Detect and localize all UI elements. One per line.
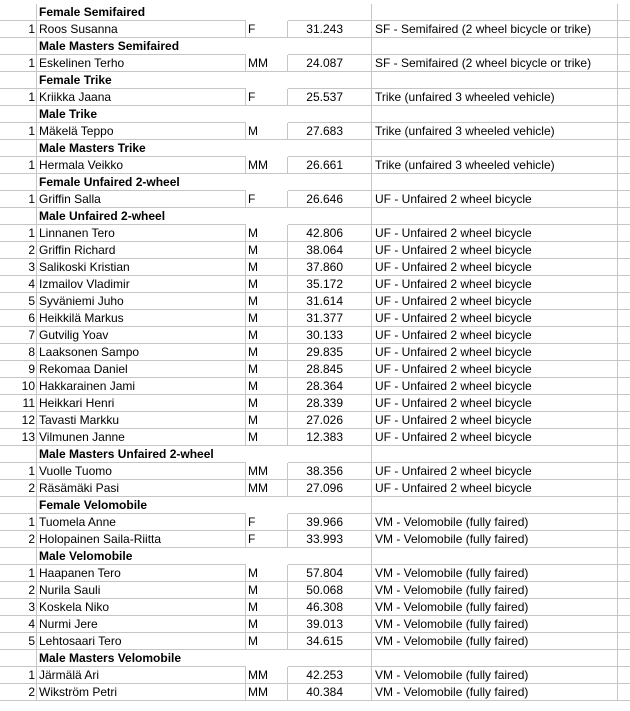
rank-cell[interactable]: 2: [0, 242, 37, 259]
rank-cell[interactable]: 1: [0, 55, 37, 72]
rider-name-cell[interactable]: Tavasti Markku: [37, 412, 246, 429]
result-cell[interactable]: [288, 38, 372, 55]
table-row: [0, 327, 630, 344]
category-cell[interactable]: Trike (unfaired 3 wheeled vehicle): [372, 157, 618, 174]
category-cell[interactable]: UF - Unfaired 2 wheel bicycle: [372, 310, 618, 327]
rider-name-cell[interactable]: Nurmi Jere: [37, 616, 246, 633]
category-cell[interactable]: UF - Unfaired 2 wheel bicycle: [372, 378, 618, 395]
rank-cell[interactable]: 1: [0, 21, 37, 38]
rank-cell[interactable]: [0, 497, 37, 514]
category-cell[interactable]: VM - Velomobile (fully faired): [372, 667, 618, 684]
result-cell[interactable]: 34.615: [288, 633, 372, 650]
rider-name-cell[interactable]: Nurila Sauli: [37, 582, 246, 599]
class-cell[interactable]: M: [246, 123, 288, 140]
result-cell[interactable]: 42.253: [288, 667, 372, 684]
result-cell[interactable]: 12.383: [288, 429, 372, 446]
rank-cell[interactable]: 1: [0, 157, 37, 174]
table-row: [0, 599, 630, 616]
empty-cell[interactable]: [618, 378, 630, 395]
category-cell[interactable]: VM - Velomobile (fully faired): [372, 531, 618, 548]
result-cell[interactable]: 24.087: [288, 55, 372, 72]
rank-cell[interactable]: 4: [0, 276, 37, 293]
section-title[interactable]: Male Masters Unfaired 2-wheel: [37, 446, 246, 463]
rider-name-cell[interactable]: Lehtosaari Tero: [37, 633, 246, 650]
rider-name-cell[interactable]: Heikkari Henri: [37, 395, 246, 412]
rider-name-cell[interactable]: Holopainen Saila-Riitta: [37, 531, 246, 548]
result-cell[interactable]: 50.068: [288, 582, 372, 599]
table-row: [0, 480, 630, 497]
section-title[interactable]: Male Trike: [37, 106, 246, 123]
empty-cell[interactable]: [618, 72, 630, 89]
section-header-row: [0, 497, 630, 514]
category-cell[interactable]: [372, 497, 618, 514]
result-cell[interactable]: 46.308: [288, 599, 372, 616]
result-cell[interactable]: [288, 174, 372, 191]
empty-cell[interactable]: [618, 395, 630, 412]
category-cell[interactable]: [372, 208, 618, 225]
empty-cell[interactable]: [618, 480, 630, 497]
table-row: [0, 633, 630, 650]
result-cell[interactable]: 31.614: [288, 293, 372, 310]
category-cell[interactable]: VM - Velomobile (fully faired): [372, 684, 618, 701]
result-cell[interactable]: 26.661: [288, 157, 372, 174]
rider-name-cell[interactable]: Gutvilig Yoav: [37, 327, 246, 344]
section-header-row: [0, 72, 630, 89]
rank-cell[interactable]: 4: [0, 616, 37, 633]
result-cell[interactable]: 42.806: [288, 225, 372, 242]
table-row: [0, 361, 630, 378]
category-cell[interactable]: [372, 4, 618, 21]
category-cell[interactable]: [372, 174, 618, 191]
rank-cell[interactable]: 1: [0, 463, 37, 480]
result-cell[interactable]: 37.860: [288, 259, 372, 276]
rider-name-cell[interactable]: Hermala Veikko: [37, 157, 246, 174]
class-cell[interactable]: MM: [246, 157, 288, 174]
empty-cell[interactable]: [618, 514, 630, 531]
table-row: [0, 395, 630, 412]
category-cell[interactable]: [372, 548, 618, 565]
section-header-row: [0, 650, 630, 667]
class-cell[interactable]: M: [246, 276, 288, 293]
empty-cell[interactable]: [618, 4, 630, 21]
category-cell[interactable]: UF - Unfaired 2 wheel bicycle: [372, 276, 618, 293]
table-row: [0, 157, 630, 174]
result-cell[interactable]: 28.845: [288, 361, 372, 378]
section-title[interactable]: Female Unfaired 2-wheel: [37, 174, 246, 191]
empty-cell[interactable]: [618, 259, 630, 276]
class-cell[interactable]: F: [246, 21, 288, 38]
rider-name-cell[interactable]: Syväniemi Juho: [37, 293, 246, 310]
category-cell[interactable]: VM - Velomobile (fully faired): [372, 633, 618, 650]
rank-cell[interactable]: 1: [0, 667, 37, 684]
class-cell[interactable]: M: [246, 616, 288, 633]
class-cell[interactable]: MM: [246, 55, 288, 72]
table-row: [0, 565, 630, 582]
result-cell[interactable]: 38.064: [288, 242, 372, 259]
empty-cell[interactable]: [618, 89, 630, 106]
category-cell[interactable]: VM - Velomobile (fully faired): [372, 582, 618, 599]
empty-cell[interactable]: [618, 123, 630, 140]
class-cell[interactable]: M: [246, 429, 288, 446]
class-cell[interactable]: M: [246, 378, 288, 395]
empty-cell[interactable]: [618, 38, 630, 55]
empty-cell[interactable]: [618, 208, 630, 225]
table-row: [0, 89, 630, 106]
section-header-row: [0, 174, 630, 191]
rank-cell[interactable]: 6: [0, 310, 37, 327]
result-cell[interactable]: [288, 446, 372, 463]
section-title[interactable]: Male Masters Velomobile: [37, 650, 246, 667]
result-cell[interactable]: 26.646: [288, 191, 372, 208]
empty-cell[interactable]: [618, 599, 630, 616]
empty-cell[interactable]: [618, 667, 630, 684]
table-row: [0, 259, 630, 276]
result-cell[interactable]: 27.026: [288, 412, 372, 429]
empty-cell[interactable]: [618, 191, 630, 208]
rider-name-cell[interactable]: Linnanen Tero: [37, 225, 246, 242]
table-row: [0, 21, 630, 38]
table-row: [0, 463, 630, 480]
result-cell[interactable]: 27.683: [288, 123, 372, 140]
result-cell[interactable]: 28.364: [288, 378, 372, 395]
result-cell[interactable]: 33.993: [288, 531, 372, 548]
class-cell[interactable]: M: [246, 310, 288, 327]
rank-cell[interactable]: 5: [0, 633, 37, 650]
rank-cell[interactable]: 1: [0, 514, 37, 531]
rider-name-cell[interactable]: Koskela Niko: [37, 599, 246, 616]
rank-cell[interactable]: [0, 4, 37, 21]
result-cell[interactable]: [288, 650, 372, 667]
rider-name-cell[interactable]: Roos Susanna: [37, 21, 246, 38]
result-cell[interactable]: [288, 140, 372, 157]
rank-cell[interactable]: 5: [0, 293, 37, 310]
category-cell[interactable]: [372, 38, 618, 55]
empty-cell[interactable]: [618, 174, 630, 191]
category-cell[interactable]: UF - Unfaired 2 wheel bicycle: [372, 242, 618, 259]
section-header-row: [0, 140, 630, 157]
result-cell[interactable]: 27.096: [288, 480, 372, 497]
result-cell[interactable]: [288, 548, 372, 565]
rider-name-cell[interactable]: Laaksonen Sampo: [37, 344, 246, 361]
rank-cell[interactable]: 13: [0, 429, 37, 446]
category-cell[interactable]: UF - Unfaired 2 wheel bicycle: [372, 344, 618, 361]
class-cell[interactable]: F: [246, 514, 288, 531]
rank-cell[interactable]: 1: [0, 225, 37, 242]
class-cell[interactable]: M: [246, 395, 288, 412]
section-header-row: [0, 4, 630, 21]
category-cell[interactable]: UF - Unfaired 2 wheel bicycle: [372, 327, 618, 344]
result-cell[interactable]: [288, 497, 372, 514]
empty-cell[interactable]: [618, 565, 630, 582]
rider-name-cell[interactable]: Kriikka Jaana: [37, 89, 246, 106]
section-title[interactable]: Female Velomobile: [37, 497, 246, 514]
rider-name-cell[interactable]: Räsämäki Pasi: [37, 480, 246, 497]
table-row: [0, 429, 630, 446]
class-cell[interactable]: M: [246, 412, 288, 429]
empty-cell[interactable]: [618, 242, 630, 259]
rank-cell[interactable]: [0, 72, 37, 89]
rank-cell[interactable]: [0, 650, 37, 667]
section-header-row: [0, 106, 630, 123]
rider-name-cell[interactable]: Hakkarainen Jami: [37, 378, 246, 395]
rank-cell[interactable]: 1: [0, 565, 37, 582]
rank-cell[interactable]: 1: [0, 89, 37, 106]
rank-cell[interactable]: 2: [0, 582, 37, 599]
category-cell[interactable]: VM - Velomobile (fully faired): [372, 599, 618, 616]
rank-cell[interactable]: [0, 446, 37, 463]
section-title[interactable]: Male Masters Trike: [37, 140, 246, 157]
rank-cell[interactable]: 1: [0, 191, 37, 208]
rider-name-cell[interactable]: Griffin Richard: [37, 242, 246, 259]
rider-name-cell[interactable]: Heikkilä Markus: [37, 310, 246, 327]
rank-cell[interactable]: 2: [0, 684, 37, 701]
rank-cell[interactable]: [0, 208, 37, 225]
empty-cell[interactable]: [618, 106, 630, 123]
category-cell[interactable]: [372, 446, 618, 463]
table-row: [0, 378, 630, 395]
section-header-row: [0, 548, 630, 565]
table-row: [0, 582, 630, 599]
rank-cell[interactable]: [0, 548, 37, 565]
class-cell[interactable]: F: [246, 89, 288, 106]
empty-cell[interactable]: [618, 225, 630, 242]
empty-cell[interactable]: [618, 157, 630, 174]
result-cell[interactable]: 35.172: [288, 276, 372, 293]
rider-name-cell[interactable]: Tuomela Anne: [37, 514, 246, 531]
section-title[interactable]: Female Trike: [37, 72, 246, 89]
rank-cell[interactable]: 11: [0, 395, 37, 412]
category-cell[interactable]: VM - Velomobile (fully faired): [372, 514, 618, 531]
rank-cell[interactable]: 9: [0, 361, 37, 378]
category-cell[interactable]: UF - Unfaired 2 wheel bicycle: [372, 259, 618, 276]
empty-cell[interactable]: [618, 531, 630, 548]
empty-cell[interactable]: [618, 650, 630, 667]
rank-cell[interactable]: 12: [0, 412, 37, 429]
empty-cell[interactable]: [618, 446, 630, 463]
table-row: [0, 191, 630, 208]
result-cell[interactable]: 39.966: [288, 514, 372, 531]
empty-cell[interactable]: [618, 616, 630, 633]
empty-cell[interactable]: [618, 582, 630, 599]
result-cell[interactable]: 38.356: [288, 463, 372, 480]
rank-cell[interactable]: [0, 174, 37, 191]
rider-name-cell[interactable]: Wikström Petri: [37, 684, 246, 701]
category-cell[interactable]: VM - Velomobile (fully faired): [372, 565, 618, 582]
section-title[interactable]: Male Unfaired 2-wheel: [37, 208, 246, 225]
rank-cell[interactable]: 3: [0, 599, 37, 616]
category-cell[interactable]: Trike (unfaired 3 wheeled vehicle): [372, 123, 618, 140]
table-row: [0, 242, 630, 259]
result-cell[interactable]: [288, 72, 372, 89]
empty-cell[interactable]: [618, 463, 630, 480]
category-cell[interactable]: UF - Unfaired 2 wheel bicycle: [372, 429, 618, 446]
rider-name-cell[interactable]: Vuolle Tuomo: [37, 463, 246, 480]
category-cell[interactable]: UF - Unfaired 2 wheel bicycle: [372, 395, 618, 412]
category-cell[interactable]: [372, 140, 618, 157]
section-title[interactable]: Male Masters Semifaired: [37, 38, 246, 55]
empty-cell[interactable]: [618, 684, 630, 701]
class-cell[interactable]: M: [246, 582, 288, 599]
rank-cell[interactable]: 10: [0, 378, 37, 395]
class-cell[interactable]: M: [246, 361, 288, 378]
class-cell[interactable]: M: [246, 565, 288, 582]
class-cell[interactable]: M: [246, 599, 288, 616]
rank-cell[interactable]: 2: [0, 480, 37, 497]
category-cell[interactable]: Trike (unfaired 3 wheeled vehicle): [372, 89, 618, 106]
empty-cell[interactable]: [618, 412, 630, 429]
result-cell[interactable]: [288, 4, 372, 21]
result-cell[interactable]: 31.377: [288, 310, 372, 327]
table-row: [0, 225, 630, 242]
class-cell[interactable]: M: [246, 259, 288, 276]
table-row: [0, 412, 630, 429]
empty-cell[interactable]: [618, 293, 630, 310]
class-cell[interactable]: M: [246, 225, 288, 242]
section-header-row: [0, 38, 630, 55]
category-cell[interactable]: VM - Velomobile (fully faired): [372, 616, 618, 633]
table-row: [0, 684, 630, 701]
category-cell[interactable]: [372, 72, 618, 89]
result-cell[interactable]: 40.384: [288, 684, 372, 701]
category-cell[interactable]: UF - Unfaired 2 wheel bicycle: [372, 293, 618, 310]
results-spreadsheet: [0, 4, 630, 701]
empty-cell[interactable]: [618, 429, 630, 446]
class-cell[interactable]: MM: [246, 684, 288, 701]
rank-cell[interactable]: 8: [0, 344, 37, 361]
rider-name-cell[interactable]: Izmailov Vladimir: [37, 276, 246, 293]
empty-cell[interactable]: [618, 344, 630, 361]
category-cell[interactable]: SF - Semifaired (2 wheel bicycle or trike): [372, 55, 618, 72]
class-cell[interactable]: F: [246, 531, 288, 548]
class-cell[interactable]: M: [246, 344, 288, 361]
table-row: [0, 514, 630, 531]
table-row: [0, 55, 630, 72]
empty-cell[interactable]: [618, 361, 630, 378]
category-cell[interactable]: SF - Semifaired (2 wheel bicycle or trike): [372, 21, 618, 38]
empty-cell[interactable]: [618, 55, 630, 72]
table-row: [0, 310, 630, 327]
rider-name-cell[interactable]: Haapanen Tero: [37, 565, 246, 582]
category-cell[interactable]: UF - Unfaired 2 wheel bicycle: [372, 463, 618, 480]
empty-cell[interactable]: [618, 497, 630, 514]
table-row: [0, 531, 630, 548]
rank-cell[interactable]: 7: [0, 327, 37, 344]
category-cell[interactable]: UF - Unfaired 2 wheel bicycle: [372, 225, 618, 242]
empty-cell[interactable]: [618, 140, 630, 157]
rider-name-cell[interactable]: Järmälä Ari: [37, 667, 246, 684]
rank-cell[interactable]: [0, 106, 37, 123]
class-cell[interactable]: M: [246, 633, 288, 650]
rank-cell[interactable]: [0, 140, 37, 157]
result-cell[interactable]: 28.339: [288, 395, 372, 412]
rider-name-cell[interactable]: Rekomaa Daniel: [37, 361, 246, 378]
result-cell[interactable]: 25.537: [288, 89, 372, 106]
class-cell[interactable]: M: [246, 327, 288, 344]
rank-cell[interactable]: [0, 38, 37, 55]
class-cell[interactable]: F: [246, 191, 288, 208]
empty-cell[interactable]: [618, 633, 630, 650]
table-row: [0, 276, 630, 293]
category-cell[interactable]: [372, 650, 618, 667]
result-cell[interactable]: 31.243: [288, 21, 372, 38]
class-cell[interactable]: MM: [246, 667, 288, 684]
empty-cell[interactable]: [618, 548, 630, 565]
table-row: [0, 123, 630, 140]
rank-cell[interactable]: 3: [0, 259, 37, 276]
category-cell[interactable]: UF - Unfaired 2 wheel bicycle: [372, 480, 618, 497]
class-cell[interactable]: M: [246, 293, 288, 310]
section-header-row: [0, 208, 630, 225]
result-cell[interactable]: 29.835: [288, 344, 372, 361]
rider-name-cell[interactable]: Salikoski Kristian: [37, 259, 246, 276]
rider-name-cell[interactable]: Griffin Salla: [37, 191, 246, 208]
class-cell[interactable]: M: [246, 242, 288, 259]
empty-cell[interactable]: [618, 327, 630, 344]
result-cell[interactable]: 39.013: [288, 616, 372, 633]
section-header-row: [0, 446, 630, 463]
category-cell[interactable]: [372, 106, 618, 123]
rider-name-cell[interactable]: Mäkelä Teppo: [37, 123, 246, 140]
section-title[interactable]: Female Semifaired: [37, 4, 246, 21]
rank-cell[interactable]: 1: [0, 123, 37, 140]
section-title[interactable]: Male Velomobile: [37, 548, 246, 565]
category-cell[interactable]: UF - Unfaired 2 wheel bicycle: [372, 361, 618, 378]
result-cell[interactable]: [288, 106, 372, 123]
empty-cell[interactable]: [618, 21, 630, 38]
class-cell[interactable]: MM: [246, 480, 288, 497]
rider-name-cell[interactable]: Vilmunen Janne: [37, 429, 246, 446]
empty-cell[interactable]: [618, 310, 630, 327]
category-cell[interactable]: UF - Unfaired 2 wheel bicycle: [372, 191, 618, 208]
result-cell[interactable]: [288, 208, 372, 225]
rank-cell[interactable]: 2: [0, 531, 37, 548]
table-row: [0, 667, 630, 684]
table-row: [0, 616, 630, 633]
table-row: [0, 344, 630, 361]
result-cell[interactable]: 30.133: [288, 327, 372, 344]
class-cell[interactable]: MM: [246, 463, 288, 480]
category-cell[interactable]: UF - Unfaired 2 wheel bicycle: [372, 412, 618, 429]
rider-name-cell[interactable]: Eskelinen Terho: [37, 55, 246, 72]
empty-cell[interactable]: [618, 276, 630, 293]
table-row: [0, 293, 630, 310]
result-cell[interactable]: 57.804: [288, 565, 372, 582]
